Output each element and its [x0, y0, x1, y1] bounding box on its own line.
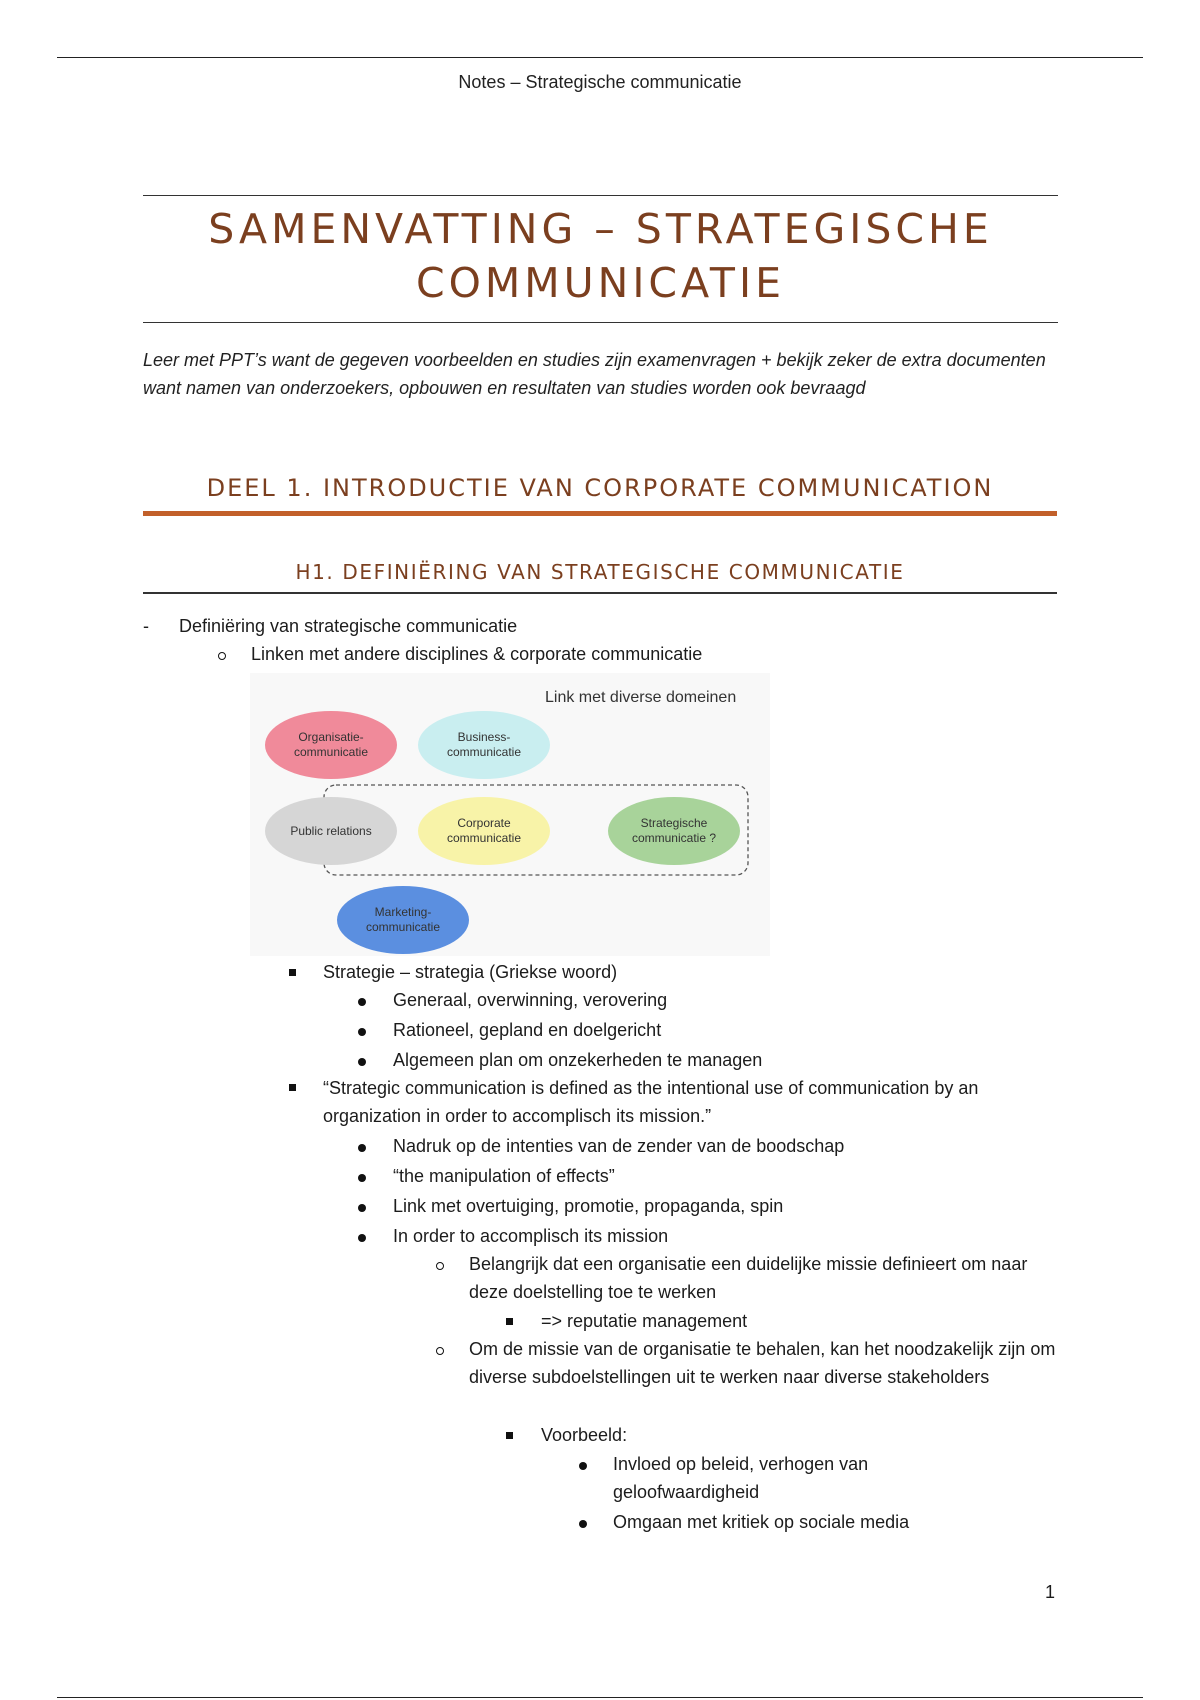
voorbeeld-item: Invloed op beleid, verhogen van geloofwaardigheid — [613, 1454, 869, 1502]
square-bullet-icon — [506, 1318, 513, 1325]
diagram-node-label: Strategische communicatie ? — [631, 816, 717, 845]
outline-item-l2: Linken met andere disciplines & corporate communicatie — [251, 644, 703, 664]
diagram-node-label: Marketing- communicatie — [365, 905, 441, 934]
dot-bullet-icon — [358, 1234, 366, 1242]
outline-item-strategie: Strategie – strategia (Griekse woord) — [323, 962, 618, 982]
diagram-node-label: Public relations — [290, 823, 372, 838]
chapter-heading: H1. DEFINIËRING VAN STRATEGISCHE COMMUNICATIE — [295, 560, 905, 584]
title-line-2: COMMUNICATIE — [416, 259, 785, 307]
diagram-node-label: Organisatie- communicatie — [293, 730, 369, 759]
diagram-node-public-relations — [265, 797, 397, 865]
dot-bullet-icon — [358, 1058, 366, 1066]
strategie-item: Rationeel, gepland en doelgericht — [393, 1020, 662, 1040]
diagram-node-label: Business- communicatie — [446, 730, 522, 759]
voorbeeld-label: Voorbeeld: — [541, 1425, 628, 1445]
dot-bullet-icon — [579, 1520, 587, 1528]
document-title — [143, 195, 1058, 323]
diagram-node-business — [418, 711, 550, 779]
dash-marker: - — [143, 616, 149, 636]
quote-item: Link met overtuiging, promotie, propaganda, spin — [393, 1196, 784, 1216]
dot-bullet-icon — [358, 1204, 366, 1212]
square-bullet-icon — [289, 969, 296, 976]
title-line-1: SAMENVATTING – STRATEGISCHE — [208, 205, 993, 253]
diagram-node-corporate — [418, 797, 550, 865]
diagram-node-label: Corporate communicatie — [446, 816, 522, 845]
outline-item-quote: “Strategic communication is defined as the intentional use of communication by an organization in order to accomplisch its mission.” — [323, 1078, 979, 1126]
strategie-item: Algemeen plan om onzekerheden te managen — [393, 1050, 763, 1070]
diagram-node-marketing — [337, 886, 469, 954]
mission-item-1: Belangrijk dat een organisatie een duidelijke missie definieert om naar deze doelstelling toe te werken — [469, 1254, 1028, 1302]
square-bullet-icon — [289, 1084, 296, 1091]
mission-item-1-sub: => reputatie management — [541, 1311, 748, 1331]
outline-item-l1: Definiëring van strategische communicatie — [179, 616, 518, 636]
running-header: Notes – Strategische communicatie — [458, 72, 742, 92]
intro-text: Leer met PPT’s want de gegeven voorbeelden en studies zijn examenvragen + bekijk zeker de extra documenten want namen van onderzoekers, opbouwen en resultaten van studies worden ook bevraagd — [143, 350, 1046, 398]
dot-bullet-icon — [358, 1144, 366, 1152]
quote-item: In order to accomplisch its mission — [393, 1226, 669, 1246]
page-top-rule — [57, 57, 1143, 58]
page-bottom-rule — [57, 1697, 1143, 1698]
square-bullet-icon — [506, 1432, 513, 1439]
circle-bullet-icon — [436, 1262, 444, 1270]
dot-bullet-icon — [358, 1174, 366, 1182]
circle-bullet-icon — [436, 1347, 444, 1355]
circle-bullet-icon — [218, 652, 226, 660]
page-number: 1 — [1044, 1582, 1055, 1602]
voorbeeld-item: Omgaan met kritiek op sociale media — [613, 1512, 910, 1532]
domains-diagram — [250, 673, 770, 956]
diagram-title: Link met diverse domeinen — [545, 689, 737, 706]
strategie-item: Generaal, overwinning, verovering — [393, 990, 668, 1010]
dot-bullet-icon — [579, 1462, 587, 1470]
mission-item-2: Om de missie van de organisatie te behalen, kan het noodzakelijk zijn om diverse subdoelstellingen uit te werken naar diverse stakeholders — [469, 1339, 1056, 1387]
dot-bullet-icon — [358, 1028, 366, 1036]
part-heading: DEEL 1. INTRODUCTIE VAN CORPORATE COMMUNICATION — [206, 474, 994, 502]
quote-item: Nadruk op de intenties van de zender van de boodschap — [393, 1136, 845, 1156]
dot-bullet-icon — [358, 998, 366, 1006]
diagram-node-organisatie — [265, 711, 397, 779]
quote-item: “the manipulation of effects” — [393, 1166, 615, 1186]
chapter-heading-rule — [143, 592, 1057, 594]
part-heading-rule — [143, 511, 1057, 516]
diagram-node-strategische — [608, 797, 740, 865]
